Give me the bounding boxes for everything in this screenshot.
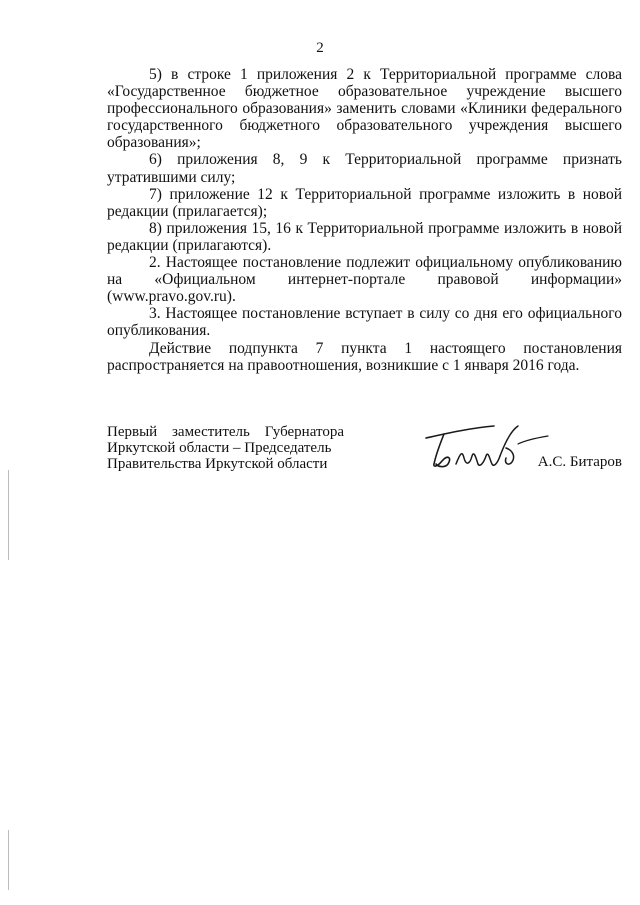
handwritten-signature xyxy=(422,420,552,472)
signer-title-line-2: Иркутской области – Председатель xyxy=(107,440,332,456)
signer-title-line-3: Правительства Иркутской области xyxy=(107,456,328,472)
paragraph-item-8: 8) приложения 15, 16 к Территориальной программе изложить в новой редакции (прилагаются). xyxy=(107,219,622,254)
paragraph-item-6: 6) приложения 8, 9 к Территориальной программе признать утратившими силу; xyxy=(107,151,622,186)
paragraph-item-7: 7) приложение 12 к Территориальной программе изложить в новой редакции (прилагается); xyxy=(107,185,622,220)
signer-title xyxy=(107,424,344,472)
scan-margin-mark xyxy=(8,470,9,560)
paragraph-item-5: 5) в строке 1 приложения 2 к Территориальной программе слова «Государственное бюджетное образовательное учреждение высшего профессионального образования» заменить словами «Клиники федерального государственного бюджетного образовательного учреждения высшего образования»; xyxy=(107,66,622,152)
signer-title-line-1: Первый заместитель Губернатора xyxy=(107,424,344,440)
document-body xyxy=(107,66,622,374)
paragraph-retroactive-effect: Действие подпункта 7 пункта 1 настоящего постановления распространяется на правоотношения, возникшие с 1 января 2016 года. xyxy=(107,339,622,374)
signer-name: А.С. Битаров xyxy=(537,454,622,470)
paragraph-publication: 2. Настоящее постановление подлежит официальному опубликованию на «Официальном интернет-портале правовой информации» (www.pravo.gov.ru). xyxy=(107,254,622,306)
scan-margin-mark xyxy=(8,830,9,890)
page-number: 2 xyxy=(316,40,324,56)
signature-block xyxy=(107,424,622,484)
paragraph-entry-into-force: 3. Настоящее постановление вступает в силу со дня его официального опубликования. xyxy=(107,305,622,340)
